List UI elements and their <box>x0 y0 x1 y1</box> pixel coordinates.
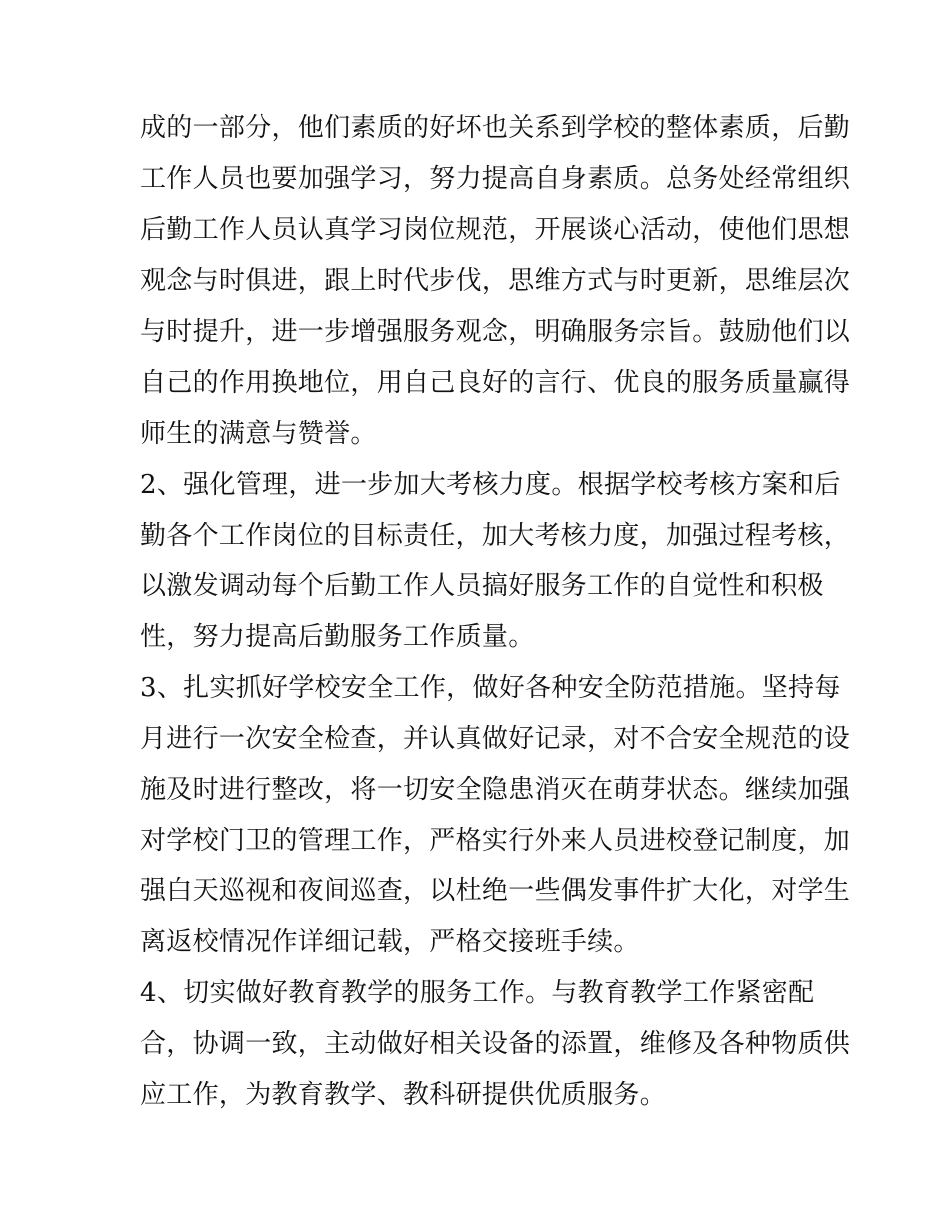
text-line: 离返校情况作详细记载，严格交接班手续。 <box>140 927 640 957</box>
text-line: 对学校门卫的管理工作，严格实行外来人员进校登记制度，加 <box>140 826 851 856</box>
text-line: 应工作，为教育教学、教科研提供优质服务。 <box>140 1080 667 1110</box>
text-line: 施及时进行整改，将一切安全隐患消灭在萌芽状态。继续加强 <box>140 775 851 805</box>
text-line: 月进行一次安全检查，并认真做好记录，对不合安全规范的设 <box>140 724 851 754</box>
text-line: 以激发调动每个后勤工作人员搞好服务工作的自觉性和积极 <box>140 571 824 601</box>
text-line: 观念与时俱进，跟上时代步伐，思维方式与时更新，思维层次 <box>140 266 851 296</box>
text-line: 自己的作用换地位，用自己良好的言行、优良的服务质量赢得 <box>140 368 851 398</box>
text-line: 工作人员也要加强学习，努力提高自身素质。总务处经常组织 <box>140 164 851 194</box>
text-line: 与时提升，进一步增强服务观念，明确服务宗旨。鼓励他们以 <box>140 317 851 347</box>
text-line: 师生的满意与赞誉。 <box>140 419 377 449</box>
text-line: 3、扎实抓好学校安全工作，做好各种安全防范措施。坚持每 <box>140 673 841 703</box>
text-line: 2、强化管理，进一步加大考核力度。根据学校考核方案和后 <box>140 470 841 500</box>
text-line: 后勤工作人员认真学习岗位规范，开展谈心活动，使他们思想 <box>140 215 851 245</box>
text-line: 性，努力提高后勤服务工作质量。 <box>140 622 535 652</box>
text-line: 4、切实做好教育教学的服务工作。与教育教学工作紧密配 <box>140 978 815 1008</box>
text-line: 勤各个工作岗位的目标责任，加大考核力度，加强过程考核， <box>140 521 851 551</box>
text-line: 成的一部分，他们素质的好坏也关系到学校的整体素质，后勤 <box>140 113 851 143</box>
text-line: 合，协调一致，主动做好相关设备的添置，维修及各种物质供 <box>140 1029 851 1059</box>
text-line: 强白天巡视和夜间巡查，以杜绝一些偶发事件扩大化，对学生 <box>140 876 851 906</box>
